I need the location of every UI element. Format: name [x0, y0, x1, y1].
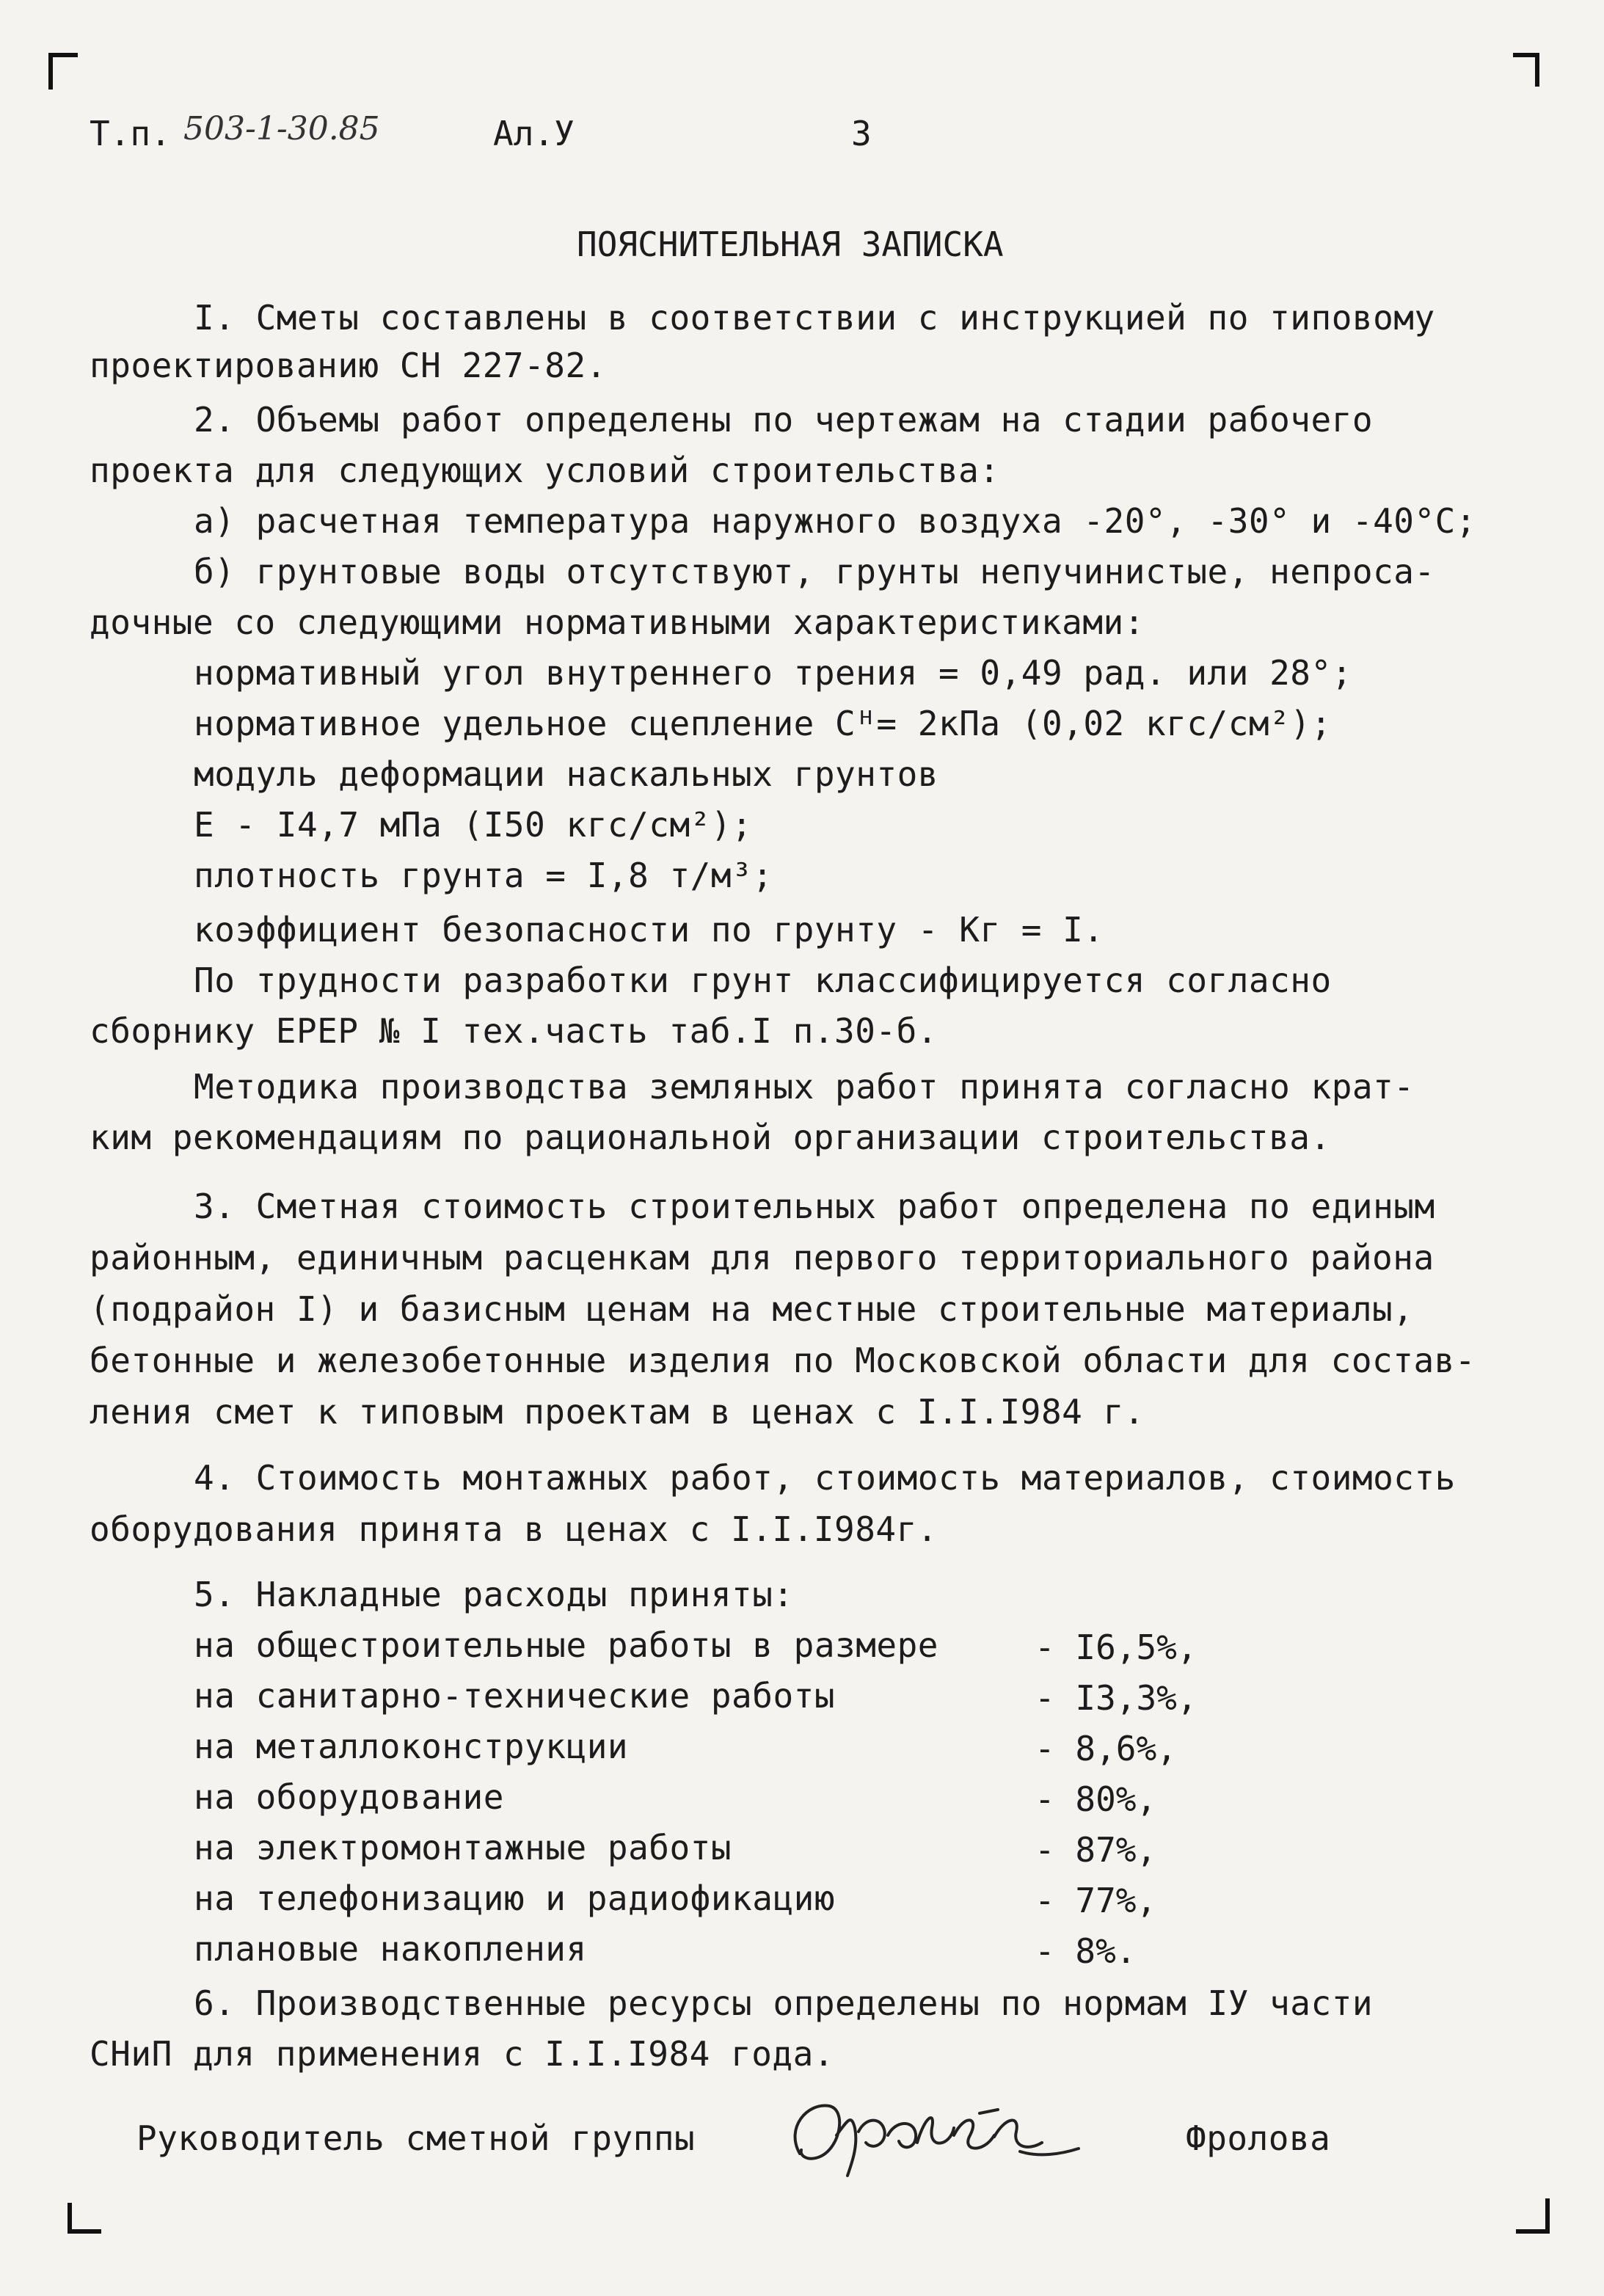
overhead-label: на телефонизацию и радиофикацию [194, 1878, 836, 1918]
overhead-label: на санитарно-технические работы [194, 1676, 836, 1716]
overhead-label: плановые накопления [194, 1929, 587, 1969]
overhead-value: - 77%, [1035, 1881, 1157, 1920]
overhead-value: - I6,5%, [1035, 1628, 1197, 1667]
signature-role: Руководитель сметной группы [136, 2118, 696, 2158]
overhead-value: - 8%. [1035, 1931, 1137, 1971]
corner-mark-top-right [1513, 53, 1539, 87]
text-line: б) грунтовые воды отсутствуют, грунты непучинистые, непроса- [194, 552, 1435, 591]
corner-mark-top-left [48, 53, 78, 90]
text-line: модуль деформации наскальных грунтов [194, 754, 938, 794]
text-line: 2. Объемы работ определены по чертежам на стадии рабочего [194, 400, 1374, 440]
text-line: нормативное удельное сцепление Cᴴ= 2кПа (0,02 кгс/см²); [194, 704, 1332, 743]
text-line: проектированию СН 227-82. [90, 346, 607, 385]
signature-name: Фролова [1186, 2118, 1331, 2158]
corner-mark-bottom-left [68, 2203, 101, 2234]
text-line: 6. Производственные ресурсы определены по нормам IУ части [194, 1983, 1374, 2023]
text-line: 3. Сметная стоимость строительных работ определена по единым [194, 1187, 1435, 1226]
page-number: 3 [851, 114, 872, 153]
text-line: коэффициент безопасности по грунту - Кг = I. [194, 910, 1104, 950]
text-line: По трудности разработки грунт классифицируется согласно [194, 961, 1332, 1000]
overhead-label: на общестроительные работы в размере [194, 1625, 938, 1665]
text-line: проекта для следующих условий строительства: [90, 451, 1000, 490]
text-line: (подрайон I) и базисным ценам на местные строительные материалы, [90, 1289, 1414, 1329]
text-line: СНиП для применения с I.I.I984 года. [90, 2034, 834, 2074]
text-line: районным, единичным расценкам для первого территориального района [90, 1238, 1435, 1278]
text-line: а) расчетная температура наружного воздуха -20°, -30° и -40°С; [194, 501, 1477, 541]
project-code: 503-1-30.85 [183, 110, 380, 147]
text-line: I. Сметы составлены в соответствии с инструкцией по типовому [194, 298, 1435, 338]
overhead-value: - 87%, [1035, 1830, 1157, 1870]
text-line: Методика производства земляных работ принята согласно крат- [194, 1067, 1415, 1107]
text-line: бетонные и железобетонные изделия по Московской области для состав- [90, 1341, 1476, 1380]
album-label: Ал.У [493, 114, 575, 153]
text-line: сборнику ЕРЕР № I тех.часть таб.I п.30-б. [90, 1011, 938, 1051]
text-line: оборудования принята в ценах с I.I.I984г. [90, 1509, 938, 1549]
text-line: 5. Накладные расходы приняты: [194, 1575, 794, 1614]
text-line: плотность грунта = I,8 т/м³; [194, 856, 773, 895]
overhead-label: на электромонтажные работы [194, 1828, 732, 1867]
text-line: нормативный угол внутреннего трения = 0,49 рад. или 28°; [194, 653, 1352, 693]
text-line: 4. Стоимость монтажных работ, стоимость материалов, стоимость [194, 1458, 1456, 1498]
header-prefix: Т.п. [90, 114, 171, 153]
overhead-label: на оборудование [194, 1777, 504, 1817]
text-line: ления смет к типовым проектам в ценах с I.I.I984 г. [90, 1392, 1145, 1432]
overhead-value: - 8,6%, [1035, 1729, 1177, 1768]
overhead-label: на металлоконструкции [194, 1727, 629, 1766]
text-line: ким рекомендациям по рациональной организации строительства. [90, 1118, 1331, 1157]
overhead-value: - 80%, [1035, 1779, 1157, 1819]
text-line: дочные со следующими нормативными характеристиками: [90, 602, 1145, 642]
corner-mark-bottom-right [1516, 2198, 1550, 2234]
overhead-value: - I3,3%, [1035, 1678, 1197, 1718]
handwritten-signature [778, 2084, 1086, 2187]
text-line: E - I4,7 мПа (I50 кгс/см²); [194, 805, 753, 845]
page-title: ПОЯСНИТЕЛЬНАЯ ЗАПИСКА [577, 225, 1004, 264]
